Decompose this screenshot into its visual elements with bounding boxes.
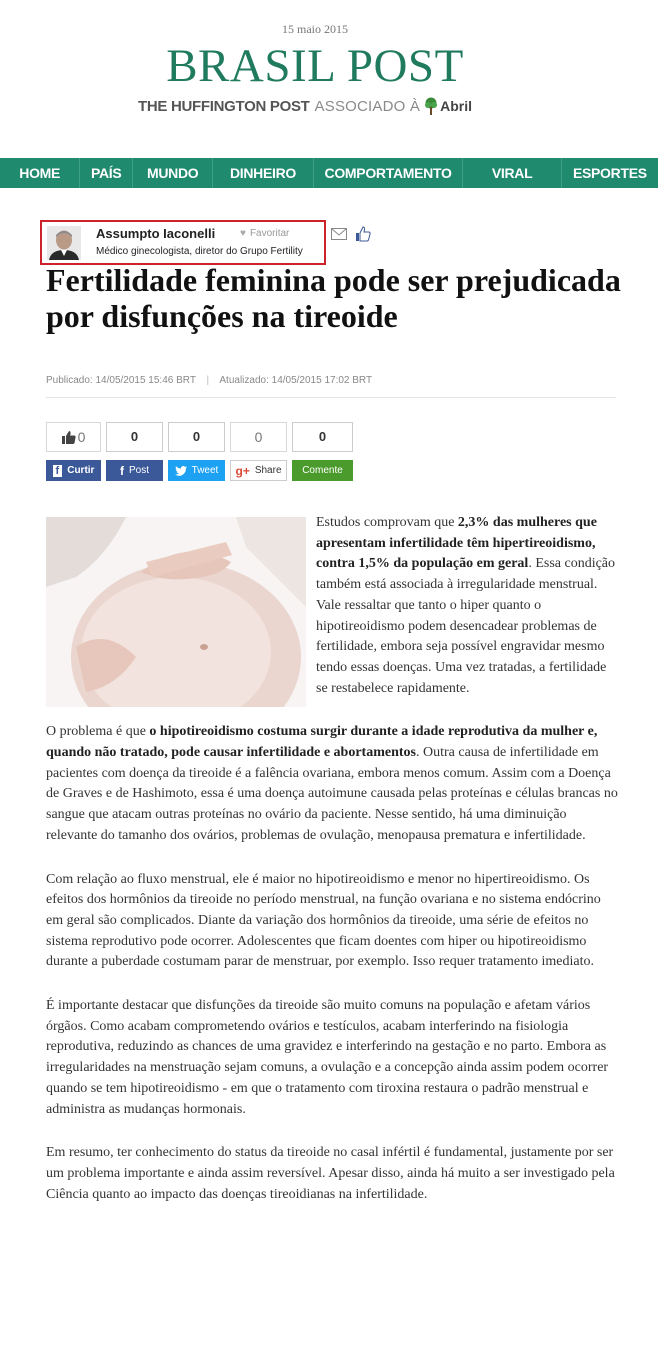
paragraph-2: O problema é que o hipotireoidismo costuma surgir durante a idade reprodutiva da mulher e, quando não tratado, pode causar infertilidade e abortamentos. Outra causa de infertilidade em pacientes com doença da tireoide é a falência ovariana, embora menos comum. Assim com a Doença de Graves e de Hashimoto, essa é uma doença autoimune causada pelas proteínas e células brancas no sangue que atacam outras proteínas no ovário da paciente. Nesse sentido, há uma diminuição relevante do tamanho dos ovários, problemas de ovulação, menopausa prematura e infertilidade. bbox=[46, 724, 618, 843]
like-counter bbox=[46, 422, 101, 452]
facebook-icon: f bbox=[53, 465, 63, 477]
heart-icon: ♥ bbox=[240, 228, 246, 239]
mail-icon[interactable] bbox=[331, 228, 347, 240]
tweet-button[interactable]: Tweet bbox=[168, 460, 225, 481]
nav-item-dinheiro[interactable]: DINHEIRO bbox=[213, 158, 313, 188]
meta-separator: | bbox=[206, 375, 210, 386]
updated-date: Atualizado: 14/05/2015 17:02 BRT bbox=[219, 375, 373, 386]
post-counter: 0 bbox=[106, 422, 163, 452]
image-spacer bbox=[46, 513, 316, 711]
article-title: Fertilidade feminina pode ser prejudicada por disfunções na tireoide bbox=[46, 262, 621, 334]
article-meta bbox=[46, 375, 372, 386]
comment-counter: 0 bbox=[292, 422, 353, 452]
facebook-icon: f bbox=[119, 463, 124, 478]
main-nav bbox=[0, 158, 658, 188]
tweet-counter: 0 bbox=[168, 422, 225, 452]
author-description: Médico ginecologista, diretor do Grupo Fertility bbox=[96, 246, 303, 257]
paragraph-5: Em resumo, ter conhecimento do status da tireoide no casal infértil é fundamental, justamente por ser um problema importante e ainda assim reversível. Apesar disso, ainda há muito a ser investigado pela Ciência quanto ao impacto das doenças tireoidianas na infertilidade. bbox=[46, 1145, 615, 1202]
nav-item-mundo[interactable]: MUNDO bbox=[133, 158, 213, 188]
brand-logo[interactable]: BRASIL POST bbox=[166, 40, 464, 92]
share-button[interactable]: g+ Share bbox=[230, 460, 287, 481]
favorite-label: Favoritar bbox=[249, 228, 290, 239]
comment-button[interactable]: Comente bbox=[292, 460, 353, 481]
masthead bbox=[0, 0, 658, 158]
avatar[interactable] bbox=[47, 226, 81, 260]
post-button[interactable]: f Post bbox=[106, 460, 163, 481]
like-count: 0 bbox=[77, 429, 86, 445]
twitter-icon bbox=[175, 466, 187, 476]
nav-item-pais[interactable]: PAÍS bbox=[80, 158, 133, 188]
curtir-button[interactable]: f Curtir bbox=[46, 460, 101, 481]
abril-logo[interactable]: Abril bbox=[440, 98, 472, 114]
tree-icon bbox=[424, 97, 438, 115]
paragraph-1: Estudos comprovam que 2,3% das mulheres que apresentam infertilidade têm hipertireoidismo, contra 1,5% da população em geral. Essa condição também está associada à irregularidade menstrual. Vale ressaltar que tanto o hiper quanto o hipotireoidismo podem desencadear problemas de fertilidade, embora seja possível engravidar mesmo tendo essas doenças. Uma vez tratadas, a fertilidade se restabelece rapidamente. bbox=[316, 515, 616, 696]
nav-item-esportes[interactable]: ESPORTES bbox=[572, 165, 647, 181]
partner-name[interactable]: THE HUFFINGTON POST bbox=[138, 97, 310, 115]
author-box bbox=[40, 220, 326, 265]
favorite-button[interactable] bbox=[240, 228, 289, 239]
thumbs-up-icon bbox=[62, 431, 76, 444]
like-icon[interactable] bbox=[355, 226, 371, 242]
published-date: Publicado: 14/05/2015 15:46 BRT bbox=[46, 375, 196, 386]
share-counter: 0 bbox=[230, 422, 287, 452]
author-name[interactable]: Assumpto Iaconelli bbox=[96, 226, 216, 241]
paragraph-4: É importante destacar que disfunções da tireoide são muito comuns na população e afetam vários órgãos. Como acabam comprometendo ovários e testículos, acabam interferindo na fisiologia reprodutiva, reduzindo as chances de uma gravidez e interferindo na gestação e no parto. Embora as irregularidades na menstruação sejam comuns, a ovulação e a concepção ainda assim podem ocorrer quando se tem hipotireoidismo - em que o tratamento com tiroxina restaura o padrão menstrual e administra as mudanças hormonais. bbox=[46, 998, 609, 1117]
google-plus-icon: g+ bbox=[235, 463, 250, 478]
nav-item-viral[interactable]: VIRAL bbox=[463, 158, 561, 188]
nav-item-home[interactable]: HOME bbox=[0, 158, 80, 188]
divider bbox=[46, 397, 616, 398]
paragraph-3: Com relação ao fluxo menstrual, ele é maior no hipotireoidismo e menor no hipertireoidismo. Os efeitos dos hormônios da tireoide no período menstrual, na função ovariana e no sistema endócrino em geral são complicados. Diante da variação dos hormônios da tireoide, uma série de efeitos no sistema reprodutivo pode ocorrer. Adolescentes que ficam doentes com hiper ou hipotireoidismo durante a puberdade costumam parar de menstruar, por exemplo. Isso requer tratamento imediato. bbox=[46, 871, 601, 970]
article-body bbox=[46, 513, 618, 1228]
partner-line bbox=[138, 96, 472, 116]
nav-item-comportamento[interactable]: COMPORTAMENTO bbox=[314, 158, 464, 188]
masthead-date: 15 maio 2015 bbox=[282, 22, 348, 36]
associated-label: ASSOCIADO À bbox=[314, 97, 421, 115]
